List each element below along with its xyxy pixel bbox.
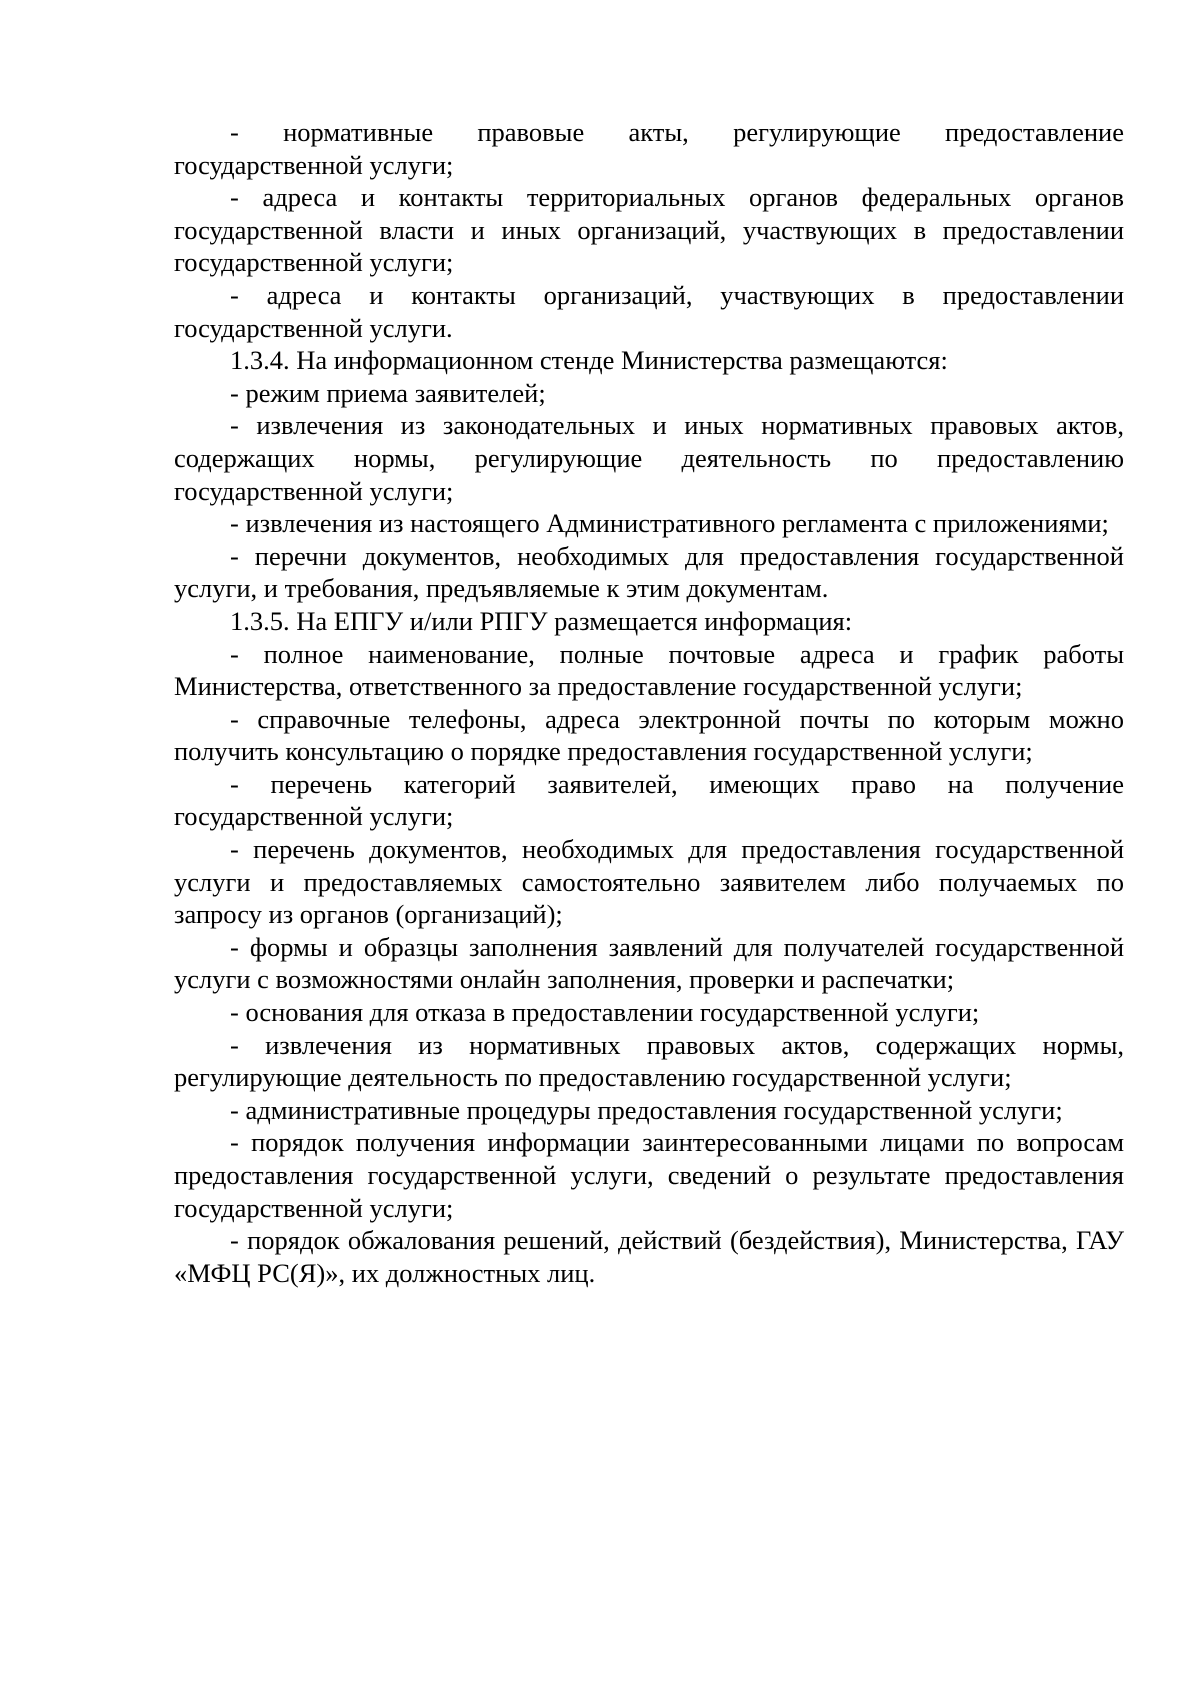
paragraph-applicant-categories: - перечень категорий заявителей, имеющих право на получение государственной услуги; (174, 768, 1124, 832)
paragraph-ministry-details: - полное наименование, полные почтовые адреса и график работы Министерства, ответственного за предоставление государственной услуги; (174, 638, 1124, 702)
paragraph-application-forms: - формы и образцы заполнения заявлений для получателей государственной услуги с возможностями онлайн заполнения, проверки и распечатки; (174, 931, 1124, 995)
document-body (174, 116, 1124, 1289)
section-1-3-5-heading: 1.3.5. На ЕПГУ и/или РПГУ размещается информация: (230, 605, 853, 636)
paragraph-normative-extracts: - извлечения из нормативных правовых актов, содержащих нормы, регулирующие деятельность по предоставлению государственной услуги; (174, 1029, 1124, 1093)
paragraph-reference-phones: - справочные телефоны, адреса электронной почты по которым можно получить консультацию о порядке предоставления государственной услуги; (174, 703, 1124, 767)
paragraph-legislative-extracts: - извлечения из законодательных и иных нормативных правовых актов, содержащих нормы, регулирующие деятельность по предоставлению государственной услуги; (174, 410, 1124, 506)
paragraph-appeal-procedure: - порядок обжалования решений, действий (бездействия), Министерства, ГАУ «МФЦ РС(Я)», их должностных лиц. (174, 1225, 1124, 1288)
paragraph-participating-organizations: - адреса и контакты организаций, участвующих в предоставлении государственной услуги. (174, 279, 1124, 343)
paragraph-administrative-procedures: - административные процедуры предоставления государственной услуги; (230, 1094, 1063, 1125)
paragraph-document-lists: - перечни документов, необходимых для предоставления государственной услуги, и требования, предъявляемые к этим документам. (174, 540, 1124, 604)
paragraph-reception-schedule: - режим приема заявителей; (230, 377, 546, 408)
section-1-3-4-heading: 1.3.4. На информационном стенде Министерства размещаются: (230, 345, 948, 376)
paragraph-regulation-extracts: - извлечения из настоящего Административного регламента с приложениями; (230, 508, 1109, 539)
paragraph-refusal-grounds: - основания для отказа в предоставлении государственной услуги; (230, 997, 980, 1028)
paragraph-territorial-bodies: - адреса и контакты территориальных органов федеральных органов государственной власти и иных организаций, участвующих в предоставлении государственной услуги; (174, 182, 1124, 278)
paragraph-required-documents: - перечень документов, необходимых для предоставления государственной услуги и предоставляемых самостоятельно заявителем либо получаемых по запросу из органов (организаций); (174, 834, 1124, 930)
paragraph-information-order: - порядок получения информации заинтересованными лицами по вопросам предоставления государственной услуги, сведений о результате предоставления государственной услуги; (174, 1127, 1124, 1223)
paragraph-legal-acts: - нормативные правовые акты, регулирующие предоставление государственной услуги; (174, 117, 1124, 180)
